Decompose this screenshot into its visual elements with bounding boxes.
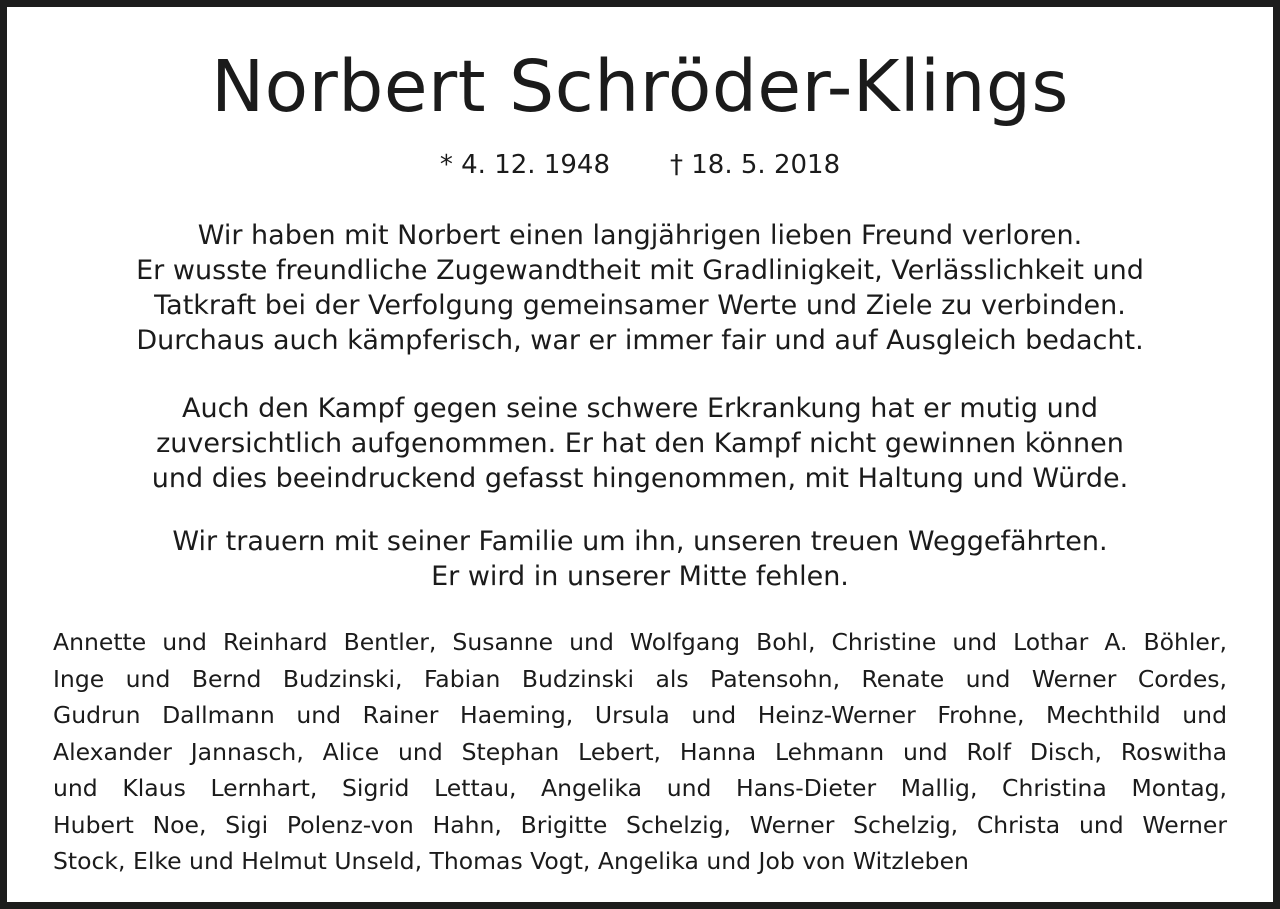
tribute-paragraph-2 <box>37 391 1243 496</box>
mourners-line: und Klaus Lernhart, Sigrid Lettau, Angelika und Hans-Dieter Mallig, Christina Montag, <box>53 774 1227 802</box>
mourners-line: Alexander Jannasch, Alice und Stephan Lebert, Hanna Lehmann und Rolf Disch, Roswitha <box>53 737 1227 766</box>
text-line: Wir trauern mit seiner Familie um ihn, unseren treuen Weggefährten. <box>172 526 1108 557</box>
text-line: Er wusste freundliche Zugewandtheit mit Gradlinigkeit, Verlässlichkeit und <box>136 255 1144 286</box>
text-line: Wir haben mit Norbert einen langjährigen lieben Freund verloren. <box>197 220 1083 251</box>
text-line: Durchaus auch kämpferisch, war er immer fair und auf Ausgleich bedacht. <box>136 325 1144 356</box>
birth-date: * 4. 12. 1948 <box>439 150 610 180</box>
text-line: zuversichtlich aufgenommen. Er hat den Kampf nicht gewinnen können <box>156 428 1124 459</box>
tribute-paragraph-3 <box>37 524 1243 594</box>
mourners-line: Hubert Noe, Sigi Polenz-von Hahn, Brigitte Schelzig, Werner Schelzig, Christa und Werner <box>53 810 1227 839</box>
text-line: und dies beeindruckend gefasst hingenommen, mit Haltung und Würde. <box>151 463 1129 494</box>
mourners-line: Inge und Bernd Budzinski, Fabian Budzinski als Patensohn, Renate und Werner Cordes, <box>53 664 1227 693</box>
text-line: Tatkraft bei der Verfolgung gemeinsamer Werte und Ziele zu verbinden. <box>154 290 1126 321</box>
deceased-name: Norbert Schröder-Klings <box>211 45 1069 128</box>
tribute-paragraph-1 <box>37 218 1243 358</box>
life-dates <box>7 148 1273 182</box>
death-date: † 18. 5. 2018 <box>670 150 841 180</box>
mourners-list <box>53 624 1227 880</box>
text-line: Auch den Kampf gegen seine schwere Erkrankung hat er mutig und <box>182 393 1098 424</box>
mourners-line: Gudrun Dallmann und Rainer Haeming, Ursula und Heinz-Werner Frohne, Mechthild und <box>53 701 1227 729</box>
mourners-line: Stock, Elke und Helmut Unseld, Thomas Vogt, Angelika und Job von Witzleben <box>53 847 969 875</box>
mourners-line: Annette und Reinhard Bentler, Susanne und Wolfgang Bohl, Christine und Lothar A. Böhler, <box>53 628 1227 656</box>
text-line: Er wird in unserer Mitte fehlen. <box>431 561 849 592</box>
